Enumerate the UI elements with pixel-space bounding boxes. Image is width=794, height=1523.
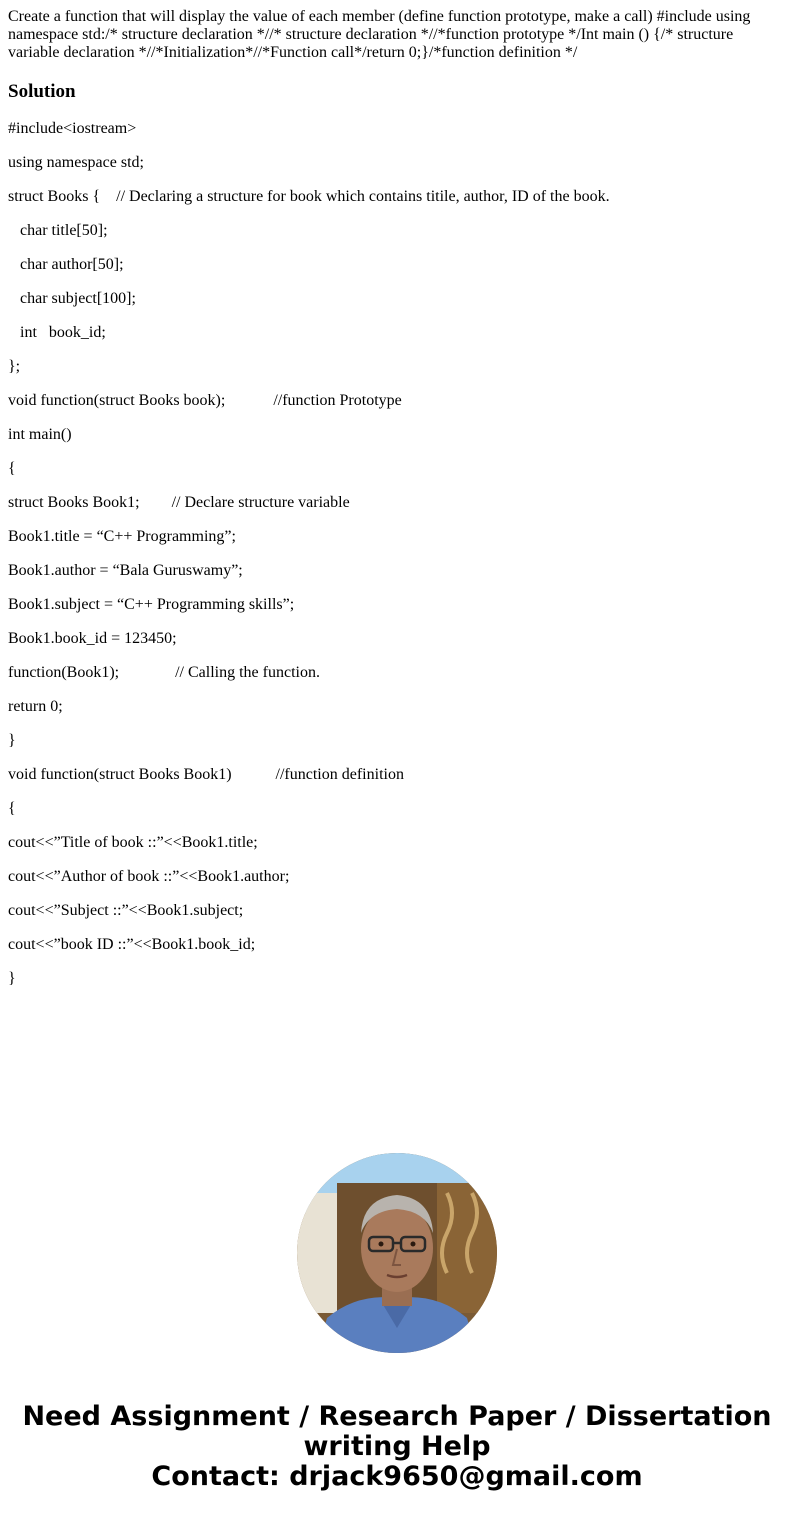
code-line: struct Books { // Declaring a structure for book which contains titile, author, ID of the book. [8, 188, 610, 205]
question-text: Create a function that will display the value of each member (define function prototype, make a call) #include using namespace std:/* structure declaration *//* structure declaration *//*function prototype */Int main () {/* structure variable declaration *//*Initialization*//*Function call*/return 0;}/*function definition */ [8, 8, 751, 61]
code-line: Book1.author = “Bala Guruswamy”; [8, 562, 243, 579]
code-line: return 0; [8, 698, 63, 715]
banner-line: writing Help [303, 1431, 491, 1462]
banner-line: Need Assignment / Research Paper / Dissertation [22, 1401, 772, 1432]
code-line: { [8, 800, 16, 817]
code-line: using namespace std; [8, 154, 144, 171]
code-line: char subject[100]; [8, 290, 136, 307]
code-line: int book_id; [8, 324, 106, 341]
code-line: { [8, 460, 16, 477]
code-line: void function(struct Books book); //function Prototype [8, 392, 402, 409]
code-line: } [8, 970, 16, 987]
code-line: cout<<”Subject ::”<<Book1.subject; [8, 902, 244, 919]
code-line: Book1.title = “C++ Programming”; [8, 528, 236, 545]
code-line: void function(struct Books Book1) //function definition [8, 766, 404, 783]
code-line: struct Books Book1; // Declare structure variable [8, 494, 350, 511]
code-line: int main() [8, 426, 72, 443]
code-line: cout<<”book ID ::”<<Book1.book_id; [8, 936, 256, 953]
code-line: function(Book1); // Calling the function. [8, 664, 320, 681]
code-line: Book1.book_id = 123450; [8, 630, 177, 647]
code-line: }; [8, 358, 21, 375]
code-line: Book1.subject = “C++ Programming skills”; [8, 596, 295, 613]
code-line: } [8, 732, 16, 749]
code-line: char title[50]; [8, 222, 108, 239]
banner-contact: Contact: drjack9650@gmail.com [151, 1461, 643, 1492]
code-line: cout<<”Author of book ::”<<Book1.author; [8, 868, 290, 885]
solution-heading: Solution [8, 81, 76, 102]
code-line: #include<iostream> [8, 120, 137, 137]
code-line: cout<<”Title of book ::”<<Book1.title; [8, 834, 258, 851]
contact-banner [0, 1402, 794, 1492]
profile-photo [297, 1153, 497, 1353]
solution-code [8, 120, 784, 1004]
code-line: char author[50]; [8, 256, 124, 273]
